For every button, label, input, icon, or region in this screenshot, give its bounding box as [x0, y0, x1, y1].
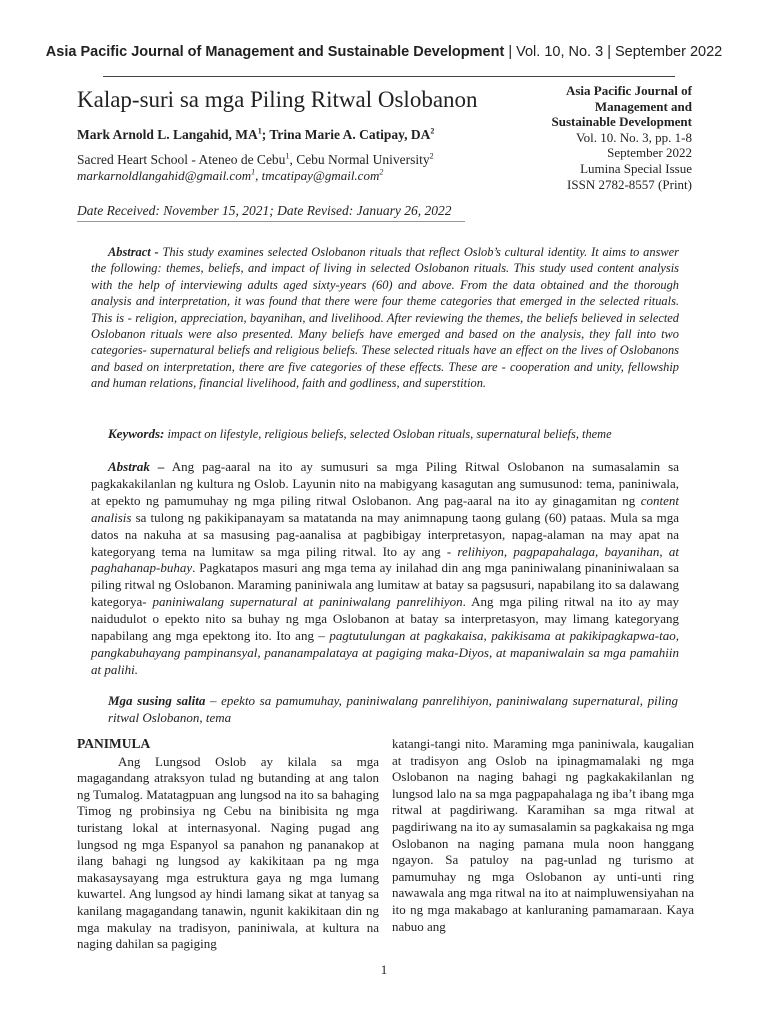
- journal-box-volume: Vol. 10. No. 3, pp. 1-8: [575, 129, 692, 145]
- body-column-right: [392, 736, 694, 935]
- abstrak-label: Abstrak –: [108, 459, 165, 474]
- affiliation-1: Sacred Heart School - Ateneo de Cebu: [77, 152, 286, 167]
- keywords-label: Keywords:: [108, 426, 165, 441]
- abstrak-italic-4: pagtutulungan at pagkakaisa, pakikisama at pakikipagkapwa-tao, pangkabuhayang pampinansyal, pananampalataya at pagiging maka-Diyos, at mapaniwalain sa mga pamahiin at palihi.: [91, 628, 679, 677]
- abstrak-text-4: . Ang mga piling ritwal na ito ay may naidudulot o epekto nito sa buhay ng mga Oslobanon at batay sa interpretasyon, may limang kategoryang napabilang ang mga epektong ito. Ito ang –: [91, 594, 679, 644]
- email-1[interactable]: markarnoldlangahid@gmail.com: [77, 168, 252, 183]
- affiliation-line: [77, 152, 434, 168]
- dates-rule: [77, 221, 465, 222]
- abstrak-text-1: Ang pag-aaral na ito ay sumusuri sa mga Piling Ritwal Oslobanon na sumasalamin sa pagkakakilanlan ng kultura ng Oslob. Layunin nito na mabigyang kasagutan ang sumusunod: tema, paniniwala, at epekto ng pamumuhay ng mga piling ritwal Oslobanon. Ang pag-aaral na ito ay ginagamitan ng: [91, 459, 680, 508]
- journal-box-line-3: Sustainable Development: [551, 114, 692, 130]
- keywords-text: impact on lifestyle, religious beliefs, selected Osloban rituals, supernatural beliefs, theme: [164, 427, 612, 441]
- author-line: [77, 127, 434, 143]
- author-separator: ;: [261, 127, 270, 142]
- abstract-label: Abstract -: [108, 245, 159, 259]
- section-heading-panimula: PANIMULA: [77, 736, 151, 751]
- author-1: Mark Arnold L. Langahid, MA: [77, 127, 258, 142]
- susing-salita-text: – epekto sa pamumuhay, paniniwalang panrelihiyon, paniniwalang supernatural, piling ritwal Oslobanon, tema: [108, 693, 678, 725]
- keywords: [108, 426, 678, 442]
- journal-box-issue: Lumina Special Issue: [580, 160, 692, 176]
- received-revised-dates: Date Received: November 15, 2021; Date Revised: January 26, 2022: [77, 203, 452, 218]
- paper-title: Kalap-suri sa mga Piling Ritwal Oslobanon: [77, 87, 478, 112]
- header-rule: [103, 76, 675, 77]
- affiliation-1-sup: 1: [285, 151, 290, 161]
- susing-salita: [108, 693, 678, 726]
- affiliation-2: , Cebu Normal University: [289, 152, 430, 167]
- abstrak-text-3: . Pagkatapos masuri ang mga tema ay inilahad din ang mga paniniwalang pinaniniwalaan sa piling ritwal ng Oslobanon. Maraming paniniwala ang lumitaw at batay sa pagsusuri, napabilang ito sa dalawang kategorya-: [91, 560, 679, 610]
- running-header-journal: Asia Pacific Journal of Management and Sustainable Development: [45, 44, 505, 60]
- abstrak-filipino: [91, 459, 679, 679]
- abstrak-italic-3: paniniwalang supernatural at paniniwalang panrelihiyon: [152, 594, 463, 610]
- body-paragraph-left: Ang Lungsod Oslob ay kilala sa mga magagandang atraksyon tulad ng butanding at ang talon ng Tumalog. Matatagpuan ang lungsod na ito sa bahaging Timog ng probinsiya ng Cebu na binibisita ng mga turistang lokal at internasyonal. Naging pugad ang lungsod ng mga Espanyol sa panahon ng pananakop at ilang bahagi ng lungsod ay kakikitaan pa ng mga makasaysayang mga estruktura gaya ng mga lumang kuwartel. Ang lungsod ay hindi lamang sikat at tanyag sa kanilang magagandang tanawin, ngunit kakikitaan din ng mga makulay na tradisyon, paniniwala, at kultura na naging dahilan sa pagiging: [77, 753, 379, 952]
- journal-box-issn: ISSN 2782-8557 (Print): [567, 176, 692, 192]
- running-header-issue: | Vol. 10, No. 3 | September 2022: [508, 44, 723, 60]
- affiliation-2-sup: 2: [429, 151, 434, 161]
- author-2-sup: 2: [430, 126, 435, 136]
- page-number: 1: [380, 962, 388, 977]
- journal-box-line-2: Management and: [594, 98, 692, 114]
- journal-info-box: [552, 83, 692, 192]
- body-paragraph-right: katangi-tangi nito. Maraming mga paniniwala, kaugalian at tradisyon ang Oslob na ipinagmamalaki ng mga Oslobanon na naging bahagi ng pagkakakilanlan ng lungsod lalo na sa mga pagpapahalaga ng iba’t ibang mga ritwal at pagdiriwang. Karamihan sa mga ritwal at pagdiriwang na ito ay sumasalamin sa pagkakaisa ng mga Oslobanon na naging pamana mula noon hanggang ngayon. Sa patuloy na pag-unlad ng turismo at pamumuhay ng mga Oslobanon ay unti-unti ring nawawala ang mga ritwal na ito at naimpluwensiyahan na ito ng mga makabago at kanluraning pamamaraan. Kaya nabuo ang: [392, 736, 694, 934]
- author-1-sup: 1: [257, 126, 262, 136]
- abstract-english: [91, 244, 679, 392]
- email-line: [77, 168, 383, 184]
- body-column-left: [77, 736, 379, 953]
- email-2-sup: 2: [379, 167, 384, 177]
- abstrak-italic-2: relihiyon, pagpapahalaga, bayanihan, at paghahanap-buhay: [91, 543, 680, 576]
- running-header: [0, 44, 768, 60]
- susing-salita-label: Mga susing salita: [108, 693, 206, 708]
- email-2[interactable]: , tmcatipay@gmail.com: [255, 168, 380, 183]
- email-1-sup: 1: [251, 167, 256, 177]
- author-2: Trina Marie A. Catipay, DA: [269, 127, 431, 142]
- journal-box-line-1: Asia Pacific Journal of: [565, 83, 692, 98]
- abstrak-text-2: sa tulong ng pakikipanayam sa matatanda na may animnapung taong gulang (60) pataas. Mula sa mga datos na nakuha at sa masusing pag-aanalisa at pagbibigay interpretasyon, napag-alaman na may apat na kategoryang tema na lumitaw sa mga piling ritwal. Ito ay ang -: [91, 509, 679, 559]
- journal-box-date: September 2022: [607, 145, 692, 161]
- abstract-text: This study examines selected Oslobanon rituals that reflect Oslob’s cultural identity. It aims to answer the following: themes, beliefs, and impact of living in selected Oslobanon rituals. This study used content analysis with the help of interviewing adults aged sixty-years (60) and above. From the data obtained and the thorough analysis and interpretation, it was found that there were four theme categories that emerged in the selected rituals. This is - religion, appreciation, bayanihan, and livelihood. After reviewing the themes, the beliefs believed in selected Oslobanon rituals were also presented. Many beliefs have emerged and based on the analysis, they fall into two categories- supernatural beliefs and religious beliefs. These selected rituals have an effect on the lives of Oslobanons and based on interpretation, there are five categories of these effects. These are - cooperation and unity, fellowship and human relations, financial livelihood, faith and godliness, and superstition.: [91, 245, 679, 391]
- abstrak-italic-1: content analisis: [91, 492, 679, 525]
